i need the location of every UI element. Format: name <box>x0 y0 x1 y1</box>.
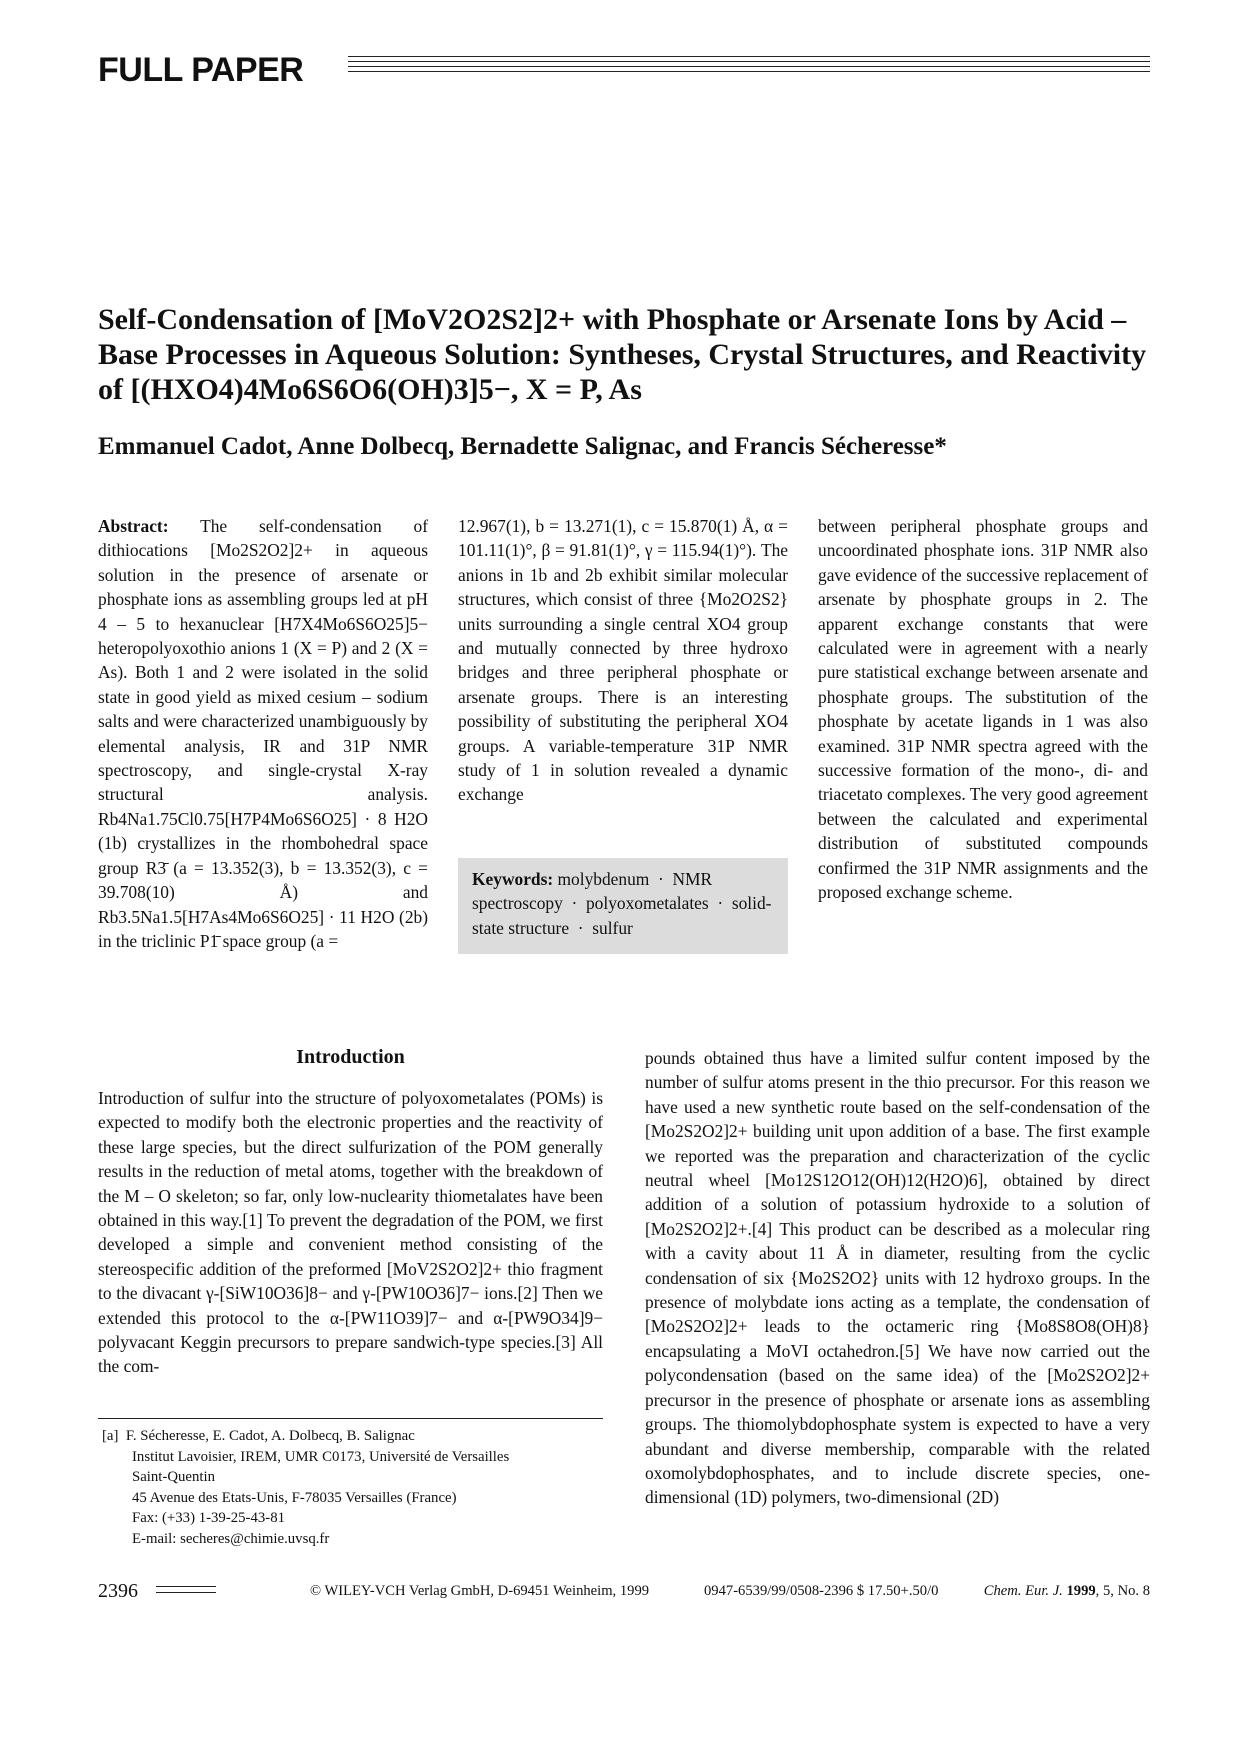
abstract-text-3: between peripheral phosphate groups and uncoordinated phosphate ions. 31P NMR also gave evidence of the successive replacement of arsenate by phosphate groups in 2. The apparent exchange constants that were calculated were in agreement with a nearly pure statistical exchange between arsenate and phosphate groups. The substitution of the phosphate by acetate ligands in 1 was also examined. 31P NMR spectra agreed with the successive formation of the mono-, di- and triacetato complexes. The very good agreement between the calculated and experimental distribution of substituted compounds confirmed the 31P NMR assignments and the proposed exchange scheme. <box>818 516 1148 903</box>
article-title: Self-Condensation of [MoV2O2S2]2+ with Phosphate or Arsenate Ions by Acid – Base Processes in Aqueous Solution: Syntheses, Crystal Structures, and Reactivity of [(HXO4)4Mo6S6O6(OH)3]5−, X = P, As <box>98 303 1147 406</box>
footnote-line: E-mail: secheres@chimie.uvsq.fr <box>132 1530 330 1547</box>
section-heading: Introduction <box>296 1046 405 1068</box>
journal-name: Chem. Eur. J. <box>983 1583 1063 1599</box>
issn: 0947-6539/99/0508-2396 $ 17.50+.50/0 <box>704 1583 939 1599</box>
page-footer <box>98 1578 1150 1604</box>
intro-text-left: Introduction of sulfur into the structure of polyoxometalates (POMs) is expected to modify both the electronic properties and the reactivity of these large species, but the direct sulfurization of the POM generally results in the reduction of metal atoms, together with the breakdown of the M – O skeleton; so far, only low-nuclearity thiometalates have been obtained in this way.[1] To prevent the degradation of the POM, we first developed a simple and convenient method consisting of the stereospecific addition of the preformed [MoV2S2O2]2+ thio fragment to the divacant γ-[SiW10O36]8− and γ-[PW10O36]7− ions.[2] Then we extended this protocol to the α-[PW11O39]7− and α-[PW9O34]9− polyvacant Keggin precursors to prepare sandwich-type species.[3] All the com- <box>98 1088 603 1377</box>
footnote-line: Saint-Quentin <box>132 1469 216 1485</box>
journal-volume: , 5, No. 8 <box>1095 1583 1150 1599</box>
section-label: FULL PAPER <box>98 51 304 89</box>
page-number-rules <box>156 1586 216 1598</box>
abstract-text-1: The self-condensation of dithiocations [Mo2S2O2]2+ in aqueous solution in the presence of arsenate or phosphate ions as assembling groups led at pH 4 – 5 to hexanuclear [H7X4Mo6S6O25]5− heteropolyoxothio anions 1 (X = P) and 2 (X = As). Both 1 and 2 were isolated in the solid state in good yield as mixed cesium – sodium salts and were characterized unambiguously by elemental analysis, IR and 31P NMR spectroscopy, and single-crystal X-ray structural analysis. Rb4Na1.75Cl0.75[H7P4Mo6S6O25] · 8 H2O (1b) crystallizes in the rhombohedral space group R3̄ (a = 13.352(3), b = 13.352(3), c = 39.708(10) Å) and Rb3.5Na1.5[H7As4Mo6S6O25] · 11 H2O (2b) in the triclinic P1̄ space group (a = <box>98 516 428 951</box>
intro-text-right: pounds obtained thus have a limited sulfur content imposed by the number of sulfur atoms present in the thio precursor. For this reason we have used a new synthetic route based on the self-condensation of the [Mo2S2O2]2+ building unit upon addition of a base. The first example we reported was the preparation and characterization of the cyclic neutral wheel [Mo12S12O12(OH)12(H2O)6], obtained by direct addition of a solution of potassium hydroxide to a solution of [Mo2S2O2]2+.[4] This product can be described as a molecular ring with a cavity about 11 Å in diameter, resulting from the cyclic condensation of six {Mo2S2O2} units with 12 hydroxo groups. In the presence of molybdate ions acting as a template, the condensation of [Mo2S2O2]2+ leads to the octameric ring {Mo8S8O8(OH)8} encapsulating a MoVI octahedron.[5] We have now carried out the polycondensation (based on the same idea) of the [Mo2S2O2]2+ precursor in the presence of phosphate or arsenate ions as assembling groups. The thiomolybdophosphate system is expected to have a very abundant and diverse membership, comparable with the related oxomolybdophosphates, and to include discrete species, one-dimensional (1D) polymers, two-dimensional (2D) <box>645 1048 1150 1508</box>
keyword-item: polyoxometalates <box>585 893 709 914</box>
keywords-box: Keywords: molybdenum · NMR spectroscopy · polyoxometalates · solid-state structure · sulfur <box>458 858 788 954</box>
footnote-line: Fax: (+33) 1-39-25-43-81 <box>132 1510 285 1526</box>
journal-year: 1999 <box>1066 1583 1096 1599</box>
page-header <box>98 50 1150 90</box>
header-rules <box>348 56 1150 76</box>
affiliation-footnote <box>102 1426 602 1549</box>
intro-column-right <box>645 1046 1150 1510</box>
footnote-names: F. Sécheresse, E. Cadot, A. Dolbecq, B. Salignac <box>125 1428 415 1444</box>
journal-citation <box>984 1578 1150 1604</box>
keyword-item: molybdenum <box>557 869 650 889</box>
footnote-rule <box>98 1418 603 1419</box>
page-number: 2396 <box>98 1580 138 1602</box>
footnote-line: Institut Lavoisier, IREM, UMR C0173, Université de Versailles <box>132 1448 510 1465</box>
abstract-column-2 <box>458 514 788 807</box>
keywords-label: Keywords: <box>472 869 554 889</box>
copyright: © WILEY-VCH Verlag GmbH, D-69451 Weinheim, 1999 <box>310 1583 650 1599</box>
abstract-text-2: 12.967(1), b = 13.271(1), c = 15.870(1) Å, α = 101.11(1)°, β = 91.81(1)°, γ = 115.94(1)°). The anions in 1b and 2b exhibit similar molecular structures, which consist of three {Mo2O2S2} units surrounding a single central XO4 group and mutually connected by three hydroxo bridges and three peripheral phosphate or arsenate groups. There is an interesting possibility of substituting the peripheral XO4 groups. A variable-temperature 31P NMR study of 1 in solution revealed a dynamic exchange <box>458 516 788 805</box>
keyword-item: NMR spectroscopy <box>472 869 713 914</box>
keyword-item: solid-state structure <box>472 893 772 938</box>
abstract-column-3 <box>818 514 1148 905</box>
footnote-marker: [a] <box>102 1428 119 1444</box>
footnote-line: 45 Avenue des Etats-Unis, F-78035 Versailles (France) <box>132 1489 457 1506</box>
abstract-label: Abstract: <box>98 516 169 536</box>
intro-column-left <box>98 1042 603 1379</box>
author-list: Emmanuel Cadot, Anne Dolbecq, Bernadette Salignac, and Francis Sécheresse* <box>98 433 947 460</box>
keyword-item: sulfur <box>592 917 633 938</box>
abstract-column-1 <box>98 514 428 953</box>
